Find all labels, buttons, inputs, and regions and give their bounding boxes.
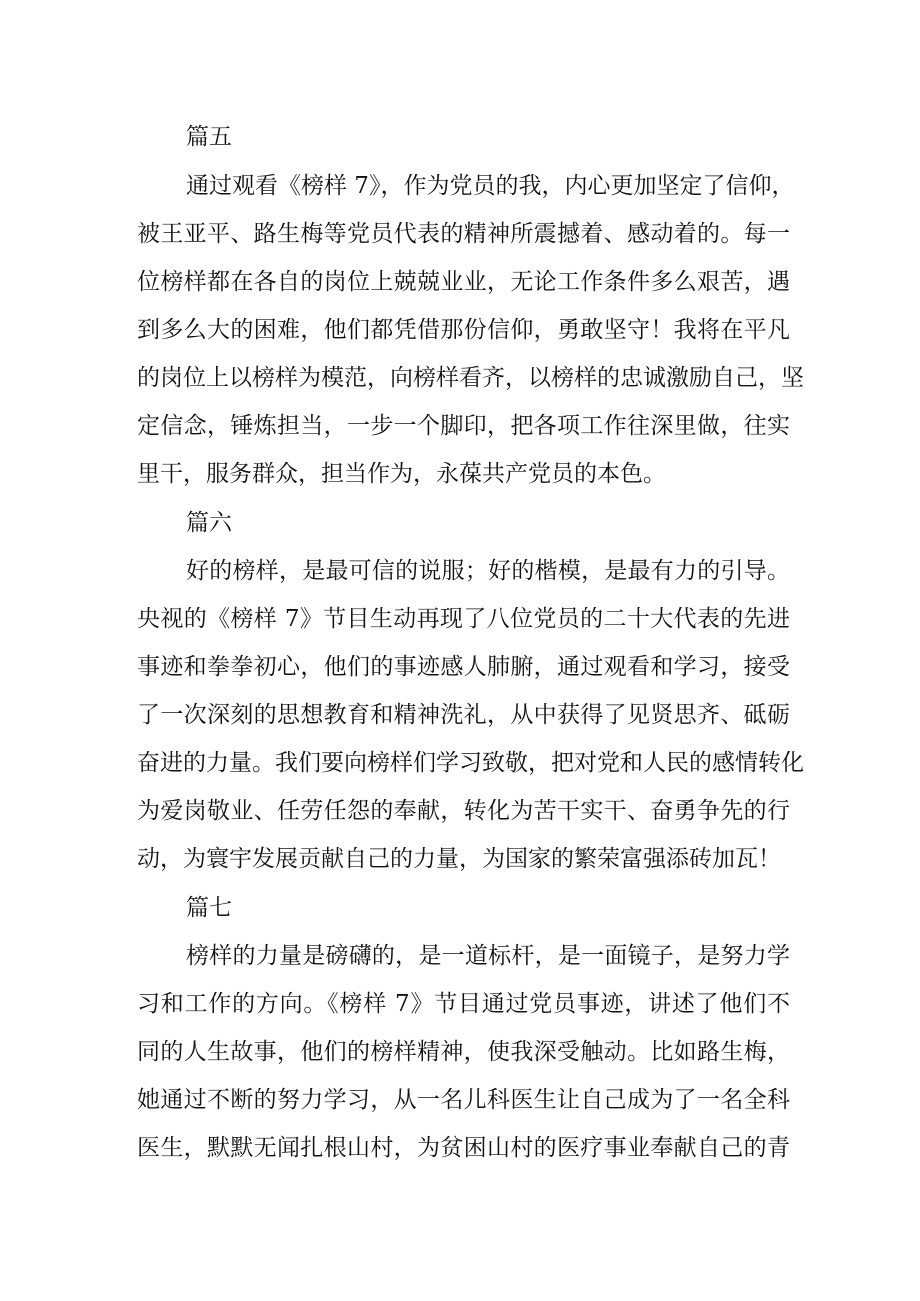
paragraph-line: 通过观看《榜样 7》，作为党员的我，内心更加坚定了信仰， [186, 173, 795, 199]
paragraph-line: 位榜样都在各自的岗位上兢兢业业，无论工作条件多么艰苦，遇 [137, 269, 790, 295]
paragraph-line: 习和工作的方向。《榜样 7》节目通过党员事迹，讲述了他们不 [137, 991, 790, 1017]
paragraph-line: 央视的《榜样 7》节目生动再现了八位党员的二十大代表的先进 [137, 606, 790, 632]
paragraph-line: 事迹和拳拳初心，他们的事迹感人肺腑，通过观看和学习，接受 [137, 654, 790, 680]
paragraph-line: 定信念，锤炼担当，一步一个脚印，把各项工作往深里做，往实 [137, 413, 790, 439]
section-title: 篇六 [186, 510, 232, 536]
section-title: 篇七 [186, 895, 232, 921]
paragraph-line: 的岗位上以榜样为模范，向榜样看齐，以榜样的忠诚激励自己，坚 [137, 365, 804, 391]
paragraph-line: 奋进的力量。我们要向榜样们学习致敬，把对党和人民的感情转化 [137, 750, 804, 776]
paragraph-line: 了一次深刻的思想教育和精神洗礼，从中获得了见贤思齐、砥砺 [137, 702, 790, 728]
paragraph-line: 她通过不断的努力学习，从一名儿科医生让自己成为了一名全科 [137, 1087, 790, 1113]
paragraph-line: 到多么大的困难，他们都凭借那份信仰，勇敢坚守！我将在平凡 [137, 317, 790, 343]
section-title: 篇五 [186, 124, 232, 150]
paragraph-line: 榜样的力量是磅礴的，是一道标杆，是一面镜子，是努力学 [186, 943, 790, 969]
paragraph-line: 被王亚平、路生梅等党员代表的精神所震撼着、感动着的。每一 [137, 221, 790, 247]
paragraph-line: 里干，服务群众，担当作为，永葆共产党员的本色。 [137, 461, 666, 487]
paragraph-line: 医生，默默无闻扎根山村，为贫困山村的医疗事业奉献自己的青 [137, 1135, 790, 1161]
paragraph-line: 为爱岗敬业、任劳任怨的奉献，转化为苦干实干、奋勇争先的行 [137, 798, 790, 824]
paragraph-line: 动，为寰宇发展贡献自己的力量，为国家的繁荣富强添砖加瓦！ [137, 846, 781, 872]
paragraph-line: 同的人生故事，他们的榜样精神，使我深受触动。比如路生梅， [137, 1039, 790, 1065]
paragraph-line: 好的榜样，是最可信的说服；好的楷模，是最有力的引导。 [186, 558, 790, 584]
